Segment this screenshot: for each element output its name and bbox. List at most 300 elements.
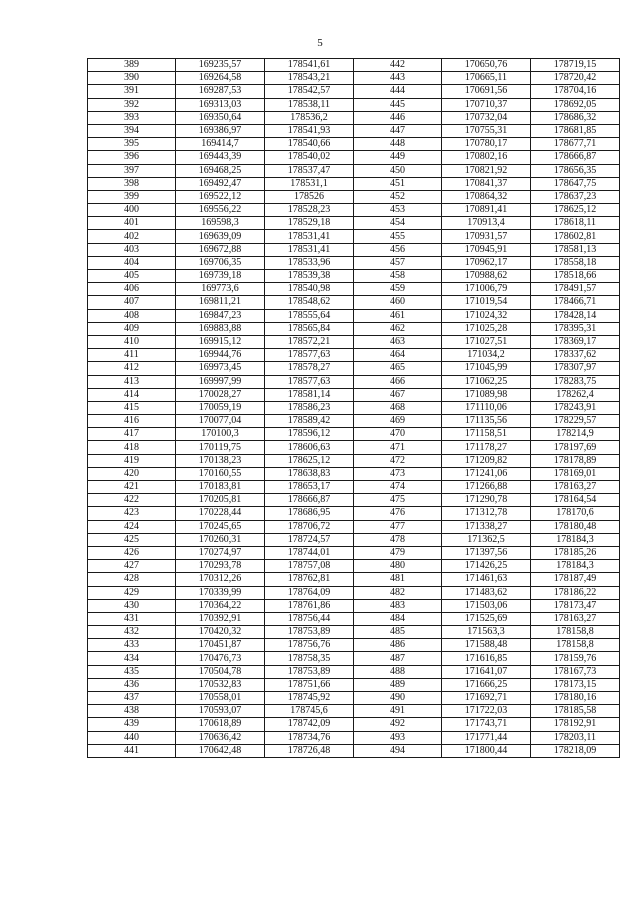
table-row	[88, 283, 620, 296]
cell-y-coordinate: 178751,66	[265, 678, 354, 691]
cell-point-number: 472	[354, 454, 442, 467]
cell-point-number: 471	[354, 441, 442, 454]
cell-x-coordinate: 171312,78	[442, 507, 531, 520]
cell-x-coordinate: 170755,31	[442, 124, 531, 137]
cell-point-number: 404	[88, 256, 176, 269]
cell-x-coordinate: 171722,03	[442, 705, 531, 718]
cell-y-coordinate: 178307,97	[531, 362, 620, 375]
cell-point-number: 392	[88, 98, 176, 111]
cell-point-number: 396	[88, 151, 176, 164]
cell-y-coordinate: 178704,16	[531, 85, 620, 98]
table-row	[88, 415, 620, 428]
cell-y-coordinate: 178184,3	[531, 560, 620, 573]
cell-x-coordinate: 171024,32	[442, 309, 531, 322]
cell-y-coordinate: 178526	[265, 190, 354, 203]
cell-x-coordinate: 171209,82	[442, 454, 531, 467]
cell-point-number: 414	[88, 388, 176, 401]
cell-x-coordinate: 171034,2	[442, 349, 531, 362]
cell-y-coordinate: 178720,42	[531, 72, 620, 85]
cell-x-coordinate: 169468,25	[176, 164, 265, 177]
cell-point-number: 424	[88, 520, 176, 533]
cell-x-coordinate: 170931,57	[442, 230, 531, 243]
cell-x-coordinate: 169313,03	[176, 98, 265, 111]
cell-point-number: 442	[354, 59, 442, 72]
cell-point-number: 429	[88, 586, 176, 599]
cell-y-coordinate: 178180,48	[531, 520, 620, 533]
cell-y-coordinate: 178764,09	[265, 586, 354, 599]
cell-point-number: 413	[88, 375, 176, 388]
cell-x-coordinate: 170160,55	[176, 467, 265, 480]
cell-x-coordinate: 170913,4	[442, 217, 531, 230]
cell-y-coordinate: 178173,47	[531, 599, 620, 612]
cell-y-coordinate: 178541,61	[265, 59, 354, 72]
cell-point-number: 405	[88, 270, 176, 283]
cell-y-coordinate: 178540,66	[265, 138, 354, 151]
cell-point-number: 465	[354, 362, 442, 375]
cell-y-coordinate: 178531,1	[265, 177, 354, 190]
cell-x-coordinate: 169264,58	[176, 72, 265, 85]
cell-x-coordinate: 170183,81	[176, 481, 265, 494]
cell-y-coordinate: 178186,22	[531, 586, 620, 599]
table-row	[88, 639, 620, 652]
cell-point-number: 393	[88, 111, 176, 124]
cell-x-coordinate: 169492,47	[176, 177, 265, 190]
table-row	[88, 217, 620, 230]
cell-point-number: 488	[354, 665, 442, 678]
table-row	[88, 388, 620, 401]
cell-point-number: 464	[354, 349, 442, 362]
cell-point-number: 430	[88, 599, 176, 612]
cell-x-coordinate: 170802,16	[442, 151, 531, 164]
cell-point-number: 444	[354, 85, 442, 98]
cell-x-coordinate: 169386,97	[176, 124, 265, 137]
cell-y-coordinate: 178745,6	[265, 705, 354, 718]
cell-point-number: 417	[88, 428, 176, 441]
cell-x-coordinate: 170476,73	[176, 652, 265, 665]
table-row	[88, 204, 620, 217]
cell-point-number: 447	[354, 124, 442, 137]
cell-point-number: 402	[88, 230, 176, 243]
cell-y-coordinate: 178173,15	[531, 678, 620, 691]
cell-x-coordinate: 170245,65	[176, 520, 265, 533]
cell-x-coordinate: 170228,44	[176, 507, 265, 520]
cell-point-number: 490	[354, 692, 442, 705]
table-row	[88, 362, 620, 375]
cell-x-coordinate: 171397,56	[442, 546, 531, 559]
cell-point-number: 462	[354, 322, 442, 335]
table-row	[88, 296, 620, 309]
table-row	[88, 665, 620, 678]
table-row	[88, 626, 620, 639]
cell-x-coordinate: 171426,25	[442, 560, 531, 573]
cell-x-coordinate: 171771,44	[442, 731, 531, 744]
cell-point-number: 439	[88, 718, 176, 731]
cell-point-number: 433	[88, 639, 176, 652]
cell-point-number: 395	[88, 138, 176, 151]
cell-y-coordinate: 178647,75	[531, 177, 620, 190]
cell-x-coordinate: 170028,27	[176, 388, 265, 401]
cell-y-coordinate: 178745,92	[265, 692, 354, 705]
cell-y-coordinate: 178185,58	[531, 705, 620, 718]
cell-point-number: 391	[88, 85, 176, 98]
cell-x-coordinate: 170945,91	[442, 243, 531, 256]
cell-y-coordinate: 178167,73	[531, 665, 620, 678]
table-row	[88, 678, 620, 691]
cell-x-coordinate: 171266,88	[442, 481, 531, 494]
cell-x-coordinate: 169773,6	[176, 283, 265, 296]
table-row	[88, 652, 620, 665]
cell-y-coordinate: 178724,57	[265, 533, 354, 546]
cell-point-number: 437	[88, 692, 176, 705]
cell-y-coordinate: 178539,38	[265, 270, 354, 283]
table-row	[88, 599, 620, 612]
cell-x-coordinate: 171666,25	[442, 678, 531, 691]
cell-y-coordinate: 178187,49	[531, 573, 620, 586]
cell-x-coordinate: 169639,09	[176, 230, 265, 243]
cell-y-coordinate: 178744,01	[265, 546, 354, 559]
cell-y-coordinate: 178758,35	[265, 652, 354, 665]
cell-point-number: 407	[88, 296, 176, 309]
cell-point-number: 416	[88, 415, 176, 428]
cell-x-coordinate: 170732,04	[442, 111, 531, 124]
cell-point-number: 408	[88, 309, 176, 322]
cell-x-coordinate: 170138,23	[176, 454, 265, 467]
cell-y-coordinate: 178719,15	[531, 59, 620, 72]
cell-point-number: 440	[88, 731, 176, 744]
cell-y-coordinate: 178625,12	[265, 454, 354, 467]
table-row	[88, 256, 620, 269]
cell-point-number: 478	[354, 533, 442, 546]
cell-point-number: 419	[88, 454, 176, 467]
table-row	[88, 507, 620, 520]
cell-x-coordinate: 169598,3	[176, 217, 265, 230]
cell-x-coordinate: 169944,76	[176, 349, 265, 362]
table-row	[88, 375, 620, 388]
cell-x-coordinate: 170420,32	[176, 626, 265, 639]
cell-x-coordinate: 169883,88	[176, 322, 265, 335]
cell-point-number: 399	[88, 190, 176, 203]
cell-x-coordinate: 170119,75	[176, 441, 265, 454]
cell-y-coordinate: 178540,98	[265, 283, 354, 296]
table-row	[88, 520, 620, 533]
cell-point-number: 486	[354, 639, 442, 652]
cell-x-coordinate: 170339,99	[176, 586, 265, 599]
cell-x-coordinate: 171692,71	[442, 692, 531, 705]
cell-point-number: 401	[88, 217, 176, 230]
table-row	[88, 401, 620, 414]
cell-point-number: 394	[88, 124, 176, 137]
cell-y-coordinate: 178531,41	[265, 230, 354, 243]
cell-x-coordinate: 169522,12	[176, 190, 265, 203]
table-row	[88, 481, 620, 494]
cell-x-coordinate: 171461,63	[442, 573, 531, 586]
cell-x-coordinate: 171025,28	[442, 322, 531, 335]
cell-y-coordinate: 178529,18	[265, 217, 354, 230]
cell-point-number: 390	[88, 72, 176, 85]
cell-y-coordinate: 178577,63	[265, 375, 354, 388]
cell-point-number: 451	[354, 177, 442, 190]
cell-x-coordinate: 171089,98	[442, 388, 531, 401]
cell-y-coordinate: 178653,17	[265, 481, 354, 494]
cell-point-number: 435	[88, 665, 176, 678]
cell-y-coordinate: 178586,23	[265, 401, 354, 414]
cell-x-coordinate: 170864,32	[442, 190, 531, 203]
cell-x-coordinate: 169672,88	[176, 243, 265, 256]
table-row	[88, 454, 620, 467]
cell-x-coordinate: 169443,39	[176, 151, 265, 164]
cell-y-coordinate: 178542,57	[265, 85, 354, 98]
table-row	[88, 309, 620, 322]
cell-y-coordinate: 178163,27	[531, 612, 620, 625]
cell-x-coordinate: 171178,27	[442, 441, 531, 454]
cell-point-number: 428	[88, 573, 176, 586]
cell-point-number: 493	[354, 731, 442, 744]
cell-point-number: 467	[354, 388, 442, 401]
cell-point-number: 422	[88, 494, 176, 507]
cell-point-number: 434	[88, 652, 176, 665]
cell-x-coordinate: 171045,99	[442, 362, 531, 375]
cell-y-coordinate: 178666,87	[531, 151, 620, 164]
cell-x-coordinate: 170100,3	[176, 428, 265, 441]
cell-x-coordinate: 171006,79	[442, 283, 531, 296]
cell-point-number: 448	[354, 138, 442, 151]
cell-x-coordinate: 171588,48	[442, 639, 531, 652]
cell-point-number: 456	[354, 243, 442, 256]
cell-point-number: 398	[88, 177, 176, 190]
table-row	[88, 692, 620, 705]
cell-point-number: 420	[88, 467, 176, 480]
cell-y-coordinate: 178491,57	[531, 283, 620, 296]
cell-x-coordinate: 170636,42	[176, 731, 265, 744]
cell-point-number: 431	[88, 612, 176, 625]
table-row	[88, 718, 620, 731]
cell-y-coordinate: 178540,02	[265, 151, 354, 164]
table-row	[88, 230, 620, 243]
cell-y-coordinate: 178548,62	[265, 296, 354, 309]
cell-x-coordinate: 171338,27	[442, 520, 531, 533]
table-row	[88, 98, 620, 111]
cell-point-number: 441	[88, 744, 176, 757]
cell-y-coordinate: 178537,47	[265, 164, 354, 177]
cell-x-coordinate: 170665,11	[442, 72, 531, 85]
cell-point-number: 466	[354, 375, 442, 388]
table-row	[88, 124, 620, 137]
cell-y-coordinate: 178625,12	[531, 204, 620, 217]
cell-x-coordinate: 169287,53	[176, 85, 265, 98]
cell-y-coordinate: 178666,87	[265, 494, 354, 507]
cell-point-number: 483	[354, 599, 442, 612]
cell-x-coordinate: 171743,71	[442, 718, 531, 731]
cell-x-coordinate: 169915,12	[176, 335, 265, 348]
cell-x-coordinate: 170962,17	[442, 256, 531, 269]
cell-point-number: 446	[354, 111, 442, 124]
table-row	[88, 349, 620, 362]
cell-point-number: 457	[354, 256, 442, 269]
cell-point-number: 475	[354, 494, 442, 507]
cell-x-coordinate: 171135,56	[442, 415, 531, 428]
cell-point-number: 491	[354, 705, 442, 718]
cell-x-coordinate: 171241,06	[442, 467, 531, 480]
cell-point-number: 469	[354, 415, 442, 428]
cell-y-coordinate: 178742,09	[265, 718, 354, 731]
cell-point-number: 418	[88, 441, 176, 454]
cell-x-coordinate: 170650,76	[442, 59, 531, 72]
cell-x-coordinate: 170532,83	[176, 678, 265, 691]
table-row	[88, 533, 620, 546]
cell-y-coordinate: 178726,48	[265, 744, 354, 757]
cell-y-coordinate: 178543,21	[265, 72, 354, 85]
cell-y-coordinate: 178596,12	[265, 428, 354, 441]
cell-point-number: 449	[354, 151, 442, 164]
cell-point-number: 415	[88, 401, 176, 414]
cell-x-coordinate: 170260,31	[176, 533, 265, 546]
cell-x-coordinate: 171641,07	[442, 665, 531, 678]
cell-x-coordinate: 170274,97	[176, 546, 265, 559]
cell-y-coordinate: 178184,3	[531, 533, 620, 546]
cell-point-number: 482	[354, 586, 442, 599]
cell-y-coordinate: 178606,63	[265, 441, 354, 454]
cell-point-number: 443	[354, 72, 442, 85]
cell-point-number: 474	[354, 481, 442, 494]
cell-point-number: 480	[354, 560, 442, 573]
cell-point-number: 450	[354, 164, 442, 177]
cell-point-number: 461	[354, 309, 442, 322]
cell-y-coordinate: 178185,26	[531, 546, 620, 559]
cell-point-number: 485	[354, 626, 442, 639]
cell-point-number: 436	[88, 678, 176, 691]
table-row	[88, 546, 620, 559]
table-row	[88, 151, 620, 164]
coordinates-table	[87, 58, 620, 758]
cell-y-coordinate: 178214,9	[531, 428, 620, 441]
cell-point-number: 463	[354, 335, 442, 348]
cell-x-coordinate: 170504,78	[176, 665, 265, 678]
table-row	[88, 494, 620, 507]
cell-point-number: 445	[354, 98, 442, 111]
table-row	[88, 573, 620, 586]
cell-y-coordinate: 178753,89	[265, 626, 354, 639]
cell-x-coordinate: 171800,44	[442, 744, 531, 757]
cell-point-number: 452	[354, 190, 442, 203]
cell-y-coordinate: 178753,89	[265, 665, 354, 678]
cell-x-coordinate: 170821,92	[442, 164, 531, 177]
cell-x-coordinate: 171019,54	[442, 296, 531, 309]
cell-y-coordinate: 178218,09	[531, 744, 620, 757]
cell-x-coordinate: 170891,41	[442, 204, 531, 217]
cell-y-coordinate: 178170,6	[531, 507, 620, 520]
page-number: 5	[317, 37, 323, 49]
cell-x-coordinate: 170780,17	[442, 138, 531, 151]
cell-point-number: 412	[88, 362, 176, 375]
cell-y-coordinate: 178192,91	[531, 718, 620, 731]
cell-x-coordinate: 169556,22	[176, 204, 265, 217]
coordinates-table-body	[88, 59, 620, 758]
table-row	[88, 586, 620, 599]
table-row	[88, 731, 620, 744]
cell-y-coordinate: 178572,21	[265, 335, 354, 348]
cell-y-coordinate: 178283,75	[531, 375, 620, 388]
cell-y-coordinate: 178203,11	[531, 731, 620, 744]
cell-point-number: 411	[88, 349, 176, 362]
cell-y-coordinate: 178618,11	[531, 217, 620, 230]
cell-point-number: 403	[88, 243, 176, 256]
cell-point-number: 484	[354, 612, 442, 625]
table-row	[88, 612, 620, 625]
cell-point-number: 470	[354, 428, 442, 441]
cell-y-coordinate: 178581,14	[265, 388, 354, 401]
cell-x-coordinate: 170593,07	[176, 705, 265, 718]
cell-point-number: 389	[88, 59, 176, 72]
cell-x-coordinate: 170558,01	[176, 692, 265, 705]
cell-y-coordinate: 178589,42	[265, 415, 354, 428]
table-row	[88, 164, 620, 177]
cell-point-number: 487	[354, 652, 442, 665]
cell-y-coordinate: 178536,2	[265, 111, 354, 124]
table-row	[88, 428, 620, 441]
cell-y-coordinate: 178756,44	[265, 612, 354, 625]
cell-point-number: 476	[354, 507, 442, 520]
cell-x-coordinate: 170691,56	[442, 85, 531, 98]
cell-y-coordinate: 178686,32	[531, 111, 620, 124]
cell-y-coordinate: 178169,01	[531, 467, 620, 480]
cell-y-coordinate: 178637,23	[531, 190, 620, 203]
cell-x-coordinate: 170312,26	[176, 573, 265, 586]
cell-y-coordinate: 178229,57	[531, 415, 620, 428]
cell-y-coordinate: 178466,71	[531, 296, 620, 309]
cell-y-coordinate: 178262,4	[531, 388, 620, 401]
cell-y-coordinate: 178158,8	[531, 639, 620, 652]
cell-point-number: 459	[354, 283, 442, 296]
table-row	[88, 335, 620, 348]
table-row	[88, 705, 620, 718]
cell-y-coordinate: 178578,27	[265, 362, 354, 375]
cell-y-coordinate: 178681,85	[531, 124, 620, 137]
cell-x-coordinate: 170642,48	[176, 744, 265, 757]
cell-point-number: 489	[354, 678, 442, 691]
cell-point-number: 425	[88, 533, 176, 546]
cell-x-coordinate: 171525,69	[442, 612, 531, 625]
cell-point-number: 406	[88, 283, 176, 296]
cell-y-coordinate: 178243,91	[531, 401, 620, 414]
table-row	[88, 270, 620, 283]
table-row	[88, 85, 620, 98]
cell-x-coordinate: 169973,45	[176, 362, 265, 375]
cell-x-coordinate: 171616,85	[442, 652, 531, 665]
cell-point-number: 473	[354, 467, 442, 480]
cell-x-coordinate: 170077,04	[176, 415, 265, 428]
cell-x-coordinate: 171062,25	[442, 375, 531, 388]
table-row	[88, 111, 620, 124]
cell-y-coordinate: 178541,93	[265, 124, 354, 137]
table-row	[88, 744, 620, 757]
cell-x-coordinate: 171290,78	[442, 494, 531, 507]
cell-point-number: 409	[88, 322, 176, 335]
cell-y-coordinate: 178555,64	[265, 309, 354, 322]
cell-x-coordinate: 170988,62	[442, 270, 531, 283]
cell-x-coordinate: 171483,62	[442, 586, 531, 599]
cell-point-number: 458	[354, 270, 442, 283]
cell-x-coordinate: 169706,35	[176, 256, 265, 269]
cell-point-number: 492	[354, 718, 442, 731]
cell-y-coordinate: 178164,54	[531, 494, 620, 507]
cell-point-number: 397	[88, 164, 176, 177]
cell-point-number: 477	[354, 520, 442, 533]
table-row	[88, 72, 620, 85]
cell-x-coordinate: 170841,37	[442, 177, 531, 190]
cell-point-number: 400	[88, 204, 176, 217]
cell-y-coordinate: 178656,35	[531, 164, 620, 177]
cell-y-coordinate: 178756,76	[265, 639, 354, 652]
